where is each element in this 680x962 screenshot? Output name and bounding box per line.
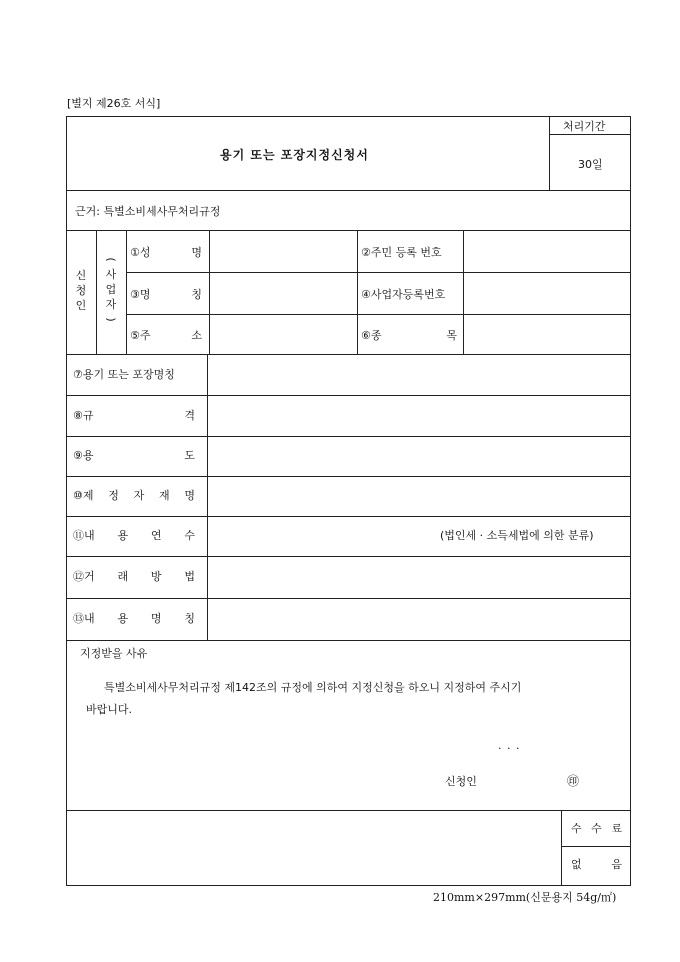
- row-label-char: 명: [184, 489, 195, 502]
- row-label-char: 자: [133, 489, 145, 502]
- row-label-char: 연: [150, 529, 162, 542]
- row-container-name: [73, 369, 175, 380]
- seal-mark: ㊞: [567, 774, 580, 788]
- row-number: ⑦: [73, 368, 83, 381]
- field-label-tail: 명: [191, 246, 202, 259]
- field-label-tail: 목: [446, 329, 457, 342]
- table-top-border: [66, 116, 631, 117]
- field-number: ③: [130, 288, 140, 301]
- row-number: ⑫거: [73, 570, 95, 583]
- row-label-char: 칭: [184, 612, 195, 625]
- request-text-line1: 특별소비세사무처리규정 제142조의 규정에 의하여 지정신청을 하오니 지정하여 주시기: [104, 681, 522, 694]
- paren-open: (: [104, 257, 118, 262]
- field-number: ⑥: [361, 329, 371, 342]
- form-number-label: [별지 제26호 서식]: [67, 97, 161, 110]
- signer-label: 신청인: [445, 775, 477, 788]
- row-number: ⑨용: [73, 449, 94, 462]
- form-title: 용기 또는 포장지정신청서: [220, 148, 369, 162]
- field-address: [130, 330, 202, 341]
- char: 료: [611, 822, 622, 835]
- char: 없: [571, 858, 582, 871]
- paper-spec: 210mm×297mm(신문용지 54g/㎡): [433, 891, 617, 904]
- row-label-char: 도: [184, 449, 195, 462]
- char: 수: [591, 822, 602, 835]
- table-right-border: [630, 116, 631, 886]
- row-spec: [73, 410, 195, 421]
- row-label-char: 격: [184, 409, 195, 422]
- row-label-char: 용: [117, 612, 129, 625]
- reason-label: 지정받을 사유: [80, 647, 148, 660]
- field-number: ④: [361, 288, 371, 301]
- field-label-head: 성: [139, 246, 151, 259]
- row-number: ⑧규: [73, 409, 94, 422]
- char: 음: [611, 858, 622, 871]
- field-label-head: 종: [370, 329, 382, 342]
- row-lifespan: [73, 530, 195, 541]
- processing-period-label: 처리기간: [563, 120, 606, 133]
- date-dots: . . .: [498, 739, 521, 752]
- fee-label: [571, 823, 622, 834]
- field-title: [130, 289, 202, 300]
- row-label-char: 명: [150, 612, 162, 625]
- row-purpose: [73, 450, 195, 461]
- table-left-border: [66, 116, 67, 886]
- row-content-name: [73, 613, 195, 624]
- row-label-char: 재: [158, 489, 170, 502]
- field-number: ②: [361, 246, 371, 259]
- processing-period-value: 30일: [578, 158, 603, 171]
- row-material: [73, 490, 195, 501]
- char: 수: [571, 822, 582, 835]
- field-number: ①: [130, 246, 140, 259]
- basis-text: 근거: 특별소비세사무처리규정: [75, 205, 221, 218]
- applicant-sub-label: [104, 252, 118, 327]
- row-label-char: 법: [184, 570, 195, 583]
- row-number: ⑬내: [73, 612, 95, 625]
- field-label-head: 주: [139, 329, 151, 342]
- field-business-number: [361, 289, 445, 300]
- field-label-tail: 칭: [191, 288, 202, 301]
- fee-value: [571, 859, 622, 870]
- row-number: ⑪내: [73, 529, 95, 542]
- applicant-group-label: 신 청 인: [75, 269, 87, 312]
- field-label: 주민 등록 번호: [370, 246, 442, 259]
- row-label-char: 용: [117, 529, 129, 542]
- applicant-sub-label-text: 사 업 자: [105, 268, 117, 311]
- row-trade-method: [73, 571, 195, 582]
- row-label-char: 래: [117, 570, 129, 583]
- lifespan-note: (법인세 · 소득세법에 의한 분류): [440, 529, 594, 542]
- field-label: 사업자등록번호: [370, 288, 446, 301]
- field-label-tail: 소: [191, 329, 202, 342]
- paren-close: ): [104, 317, 118, 322]
- row-label: 용기 또는 포장명칭: [82, 368, 175, 381]
- field-number: ⑤: [130, 329, 140, 342]
- row-label-char: 수: [184, 529, 195, 542]
- field-resident-number: [361, 247, 442, 258]
- row-number: ⑩제: [73, 489, 94, 502]
- table-bottom-border: [66, 885, 631, 886]
- field-business-type: [361, 330, 457, 341]
- request-text-line2: 바랍니다.: [86, 703, 133, 716]
- field-label-head: 명: [139, 288, 151, 301]
- field-name: [130, 247, 202, 258]
- row-label-char: 방: [150, 570, 162, 583]
- row-label-char: 정: [108, 489, 119, 502]
